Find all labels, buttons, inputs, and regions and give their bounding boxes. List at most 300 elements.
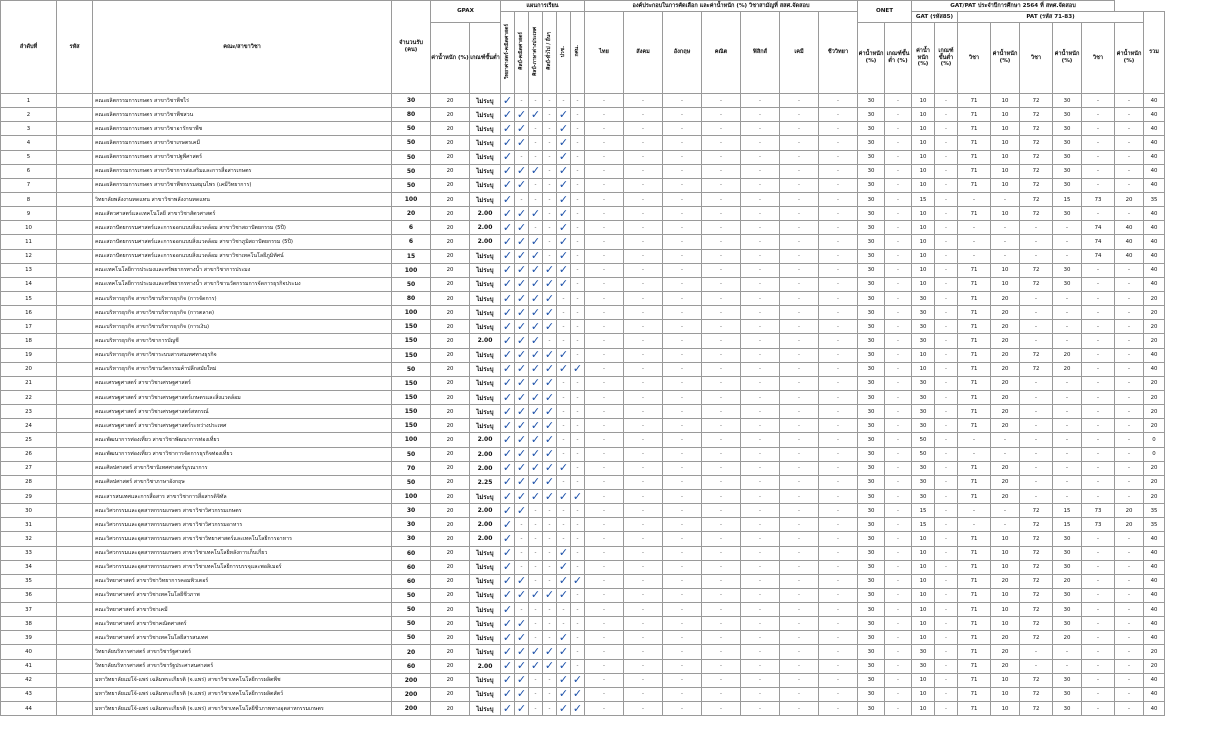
plan-check-icon: ✓ [529,306,543,320]
subject-weight: - [819,659,858,673]
plan-check-icon: ✓ [529,645,543,659]
plan-dash: - [571,645,585,659]
row-gat-weight: 10 [912,207,935,221]
plan-dash: - [571,178,585,192]
row-pat-subject-2: 72 [1020,362,1053,376]
row-gat-weight: 10 [912,108,935,122]
plan-dash: - [543,136,557,150]
row-onet-min: - [885,603,912,617]
plan-dash: - [571,320,585,334]
row-onet-weight: 30 [858,207,885,221]
subject-weight: - [624,362,663,376]
subject-weight: - [702,249,741,263]
subject-weight: - [624,277,663,291]
plan-check-icon: ✓ [515,489,529,503]
row-program-name: คณะพัฒนาการท่องเที่ยว สาขาวิชาพัฒนาการท่องเที่ยว [93,433,392,447]
plan-check-icon: ✓ [543,320,557,334]
plan-check-icon: ✓ [557,235,571,249]
row-onet-min: - [885,617,912,631]
row-pat-subject-1: 71 [958,461,991,475]
plan-dash: - [557,617,571,631]
row-onet-weight: 30 [858,277,885,291]
plan-dash: - [571,631,585,645]
plan-check-icon: ✓ [557,631,571,645]
plan-check-icon: ✓ [529,164,543,178]
subject-weight: - [819,702,858,716]
plan-dash: - [571,588,585,602]
row-onet-weight: 30 [858,348,885,362]
row-number: 1 [1,94,57,108]
row-pat-subject-1: 71 [958,702,991,716]
row-gat-weight: 50 [912,447,935,461]
row-number: 14 [1,277,57,291]
row-program-name: คณะบริหารธุรกิจ สาขาวิชาการบัญชี [93,334,392,348]
plan-check-icon: ✓ [501,376,515,390]
row-gat-weight: 30 [912,334,935,348]
row-pat-subject-3: 73 [1082,192,1115,206]
row-gpax-weight: 20 [431,390,470,404]
plan-check-icon: ✓ [529,588,543,602]
row-onet-min: - [885,249,912,263]
table-row [1,475,1165,489]
row-onet-weight: 30 [858,532,885,546]
plan-dash: - [543,546,557,560]
row-program-name: วิทยาลัยพลังงานทดแทน สาขาวิชาพลังงานทดแทน [93,192,392,206]
plan-check-icon: ✓ [557,645,571,659]
row-onet-weight: 30 [858,320,885,334]
row-gat-weight: 10 [912,546,935,560]
header-gat: GAT (รหัส85) [912,12,958,23]
row-pat-weight-2: - [1053,306,1082,320]
plan-dash: - [529,673,543,687]
table-row [1,603,1165,617]
row-pat-subject-2: 72 [1020,560,1053,574]
row-pat-subject-2: - [1020,306,1053,320]
plan-check-icon: ✓ [571,574,585,588]
row-quota: 50 [392,164,431,178]
row-pat-subject-2: - [1020,447,1053,461]
row-number: 11 [1,235,57,249]
plan-check-icon: ✓ [501,702,515,716]
table-row [1,362,1165,376]
subject-weight: - [585,574,624,588]
plan-check-icon: ✓ [557,362,571,376]
row-pat-weight-1: - [991,235,1020,249]
row-pat-subject-3: 74 [1082,235,1115,249]
table-row [1,631,1165,645]
subject-weight: - [585,546,624,560]
plan-check-icon: ✓ [501,235,515,249]
plan-dash: - [557,94,571,108]
subject-weight: - [663,433,702,447]
subject-weight: - [663,150,702,164]
row-total: 40 [1144,574,1165,588]
row-pat-subject-1: - [958,518,991,532]
plan-check-icon: ✓ [515,221,529,235]
row-program-name: คณะผลิตกรรมการเกษตร สาขาวิชาเกษตรเคมี [93,136,392,150]
row-gpax-weight: 20 [431,447,470,461]
subject-weight: - [702,433,741,447]
row-code [57,532,93,546]
row-total: 40 [1144,588,1165,602]
row-number: 26 [1,447,57,461]
row-pat-subject-1: 71 [958,306,991,320]
row-gpax-min: ไม่ระบุ [470,94,501,108]
row-pat-subject-1: 71 [958,136,991,150]
subject-weight: - [741,659,780,673]
subject-weight: - [702,673,741,687]
subject-weight: - [780,574,819,588]
row-number: 7 [1,178,57,192]
row-pat-subject-3: - [1082,419,1115,433]
header-gat-min: เกณฑ์ขั้นต่ำ (%) [935,23,958,94]
plan-check-icon: ✓ [557,702,571,716]
row-total: 40 [1144,108,1165,122]
subject-weight: - [624,546,663,560]
row-gat-weight: 30 [912,320,935,334]
row-pat-weight-3: - [1115,419,1144,433]
plan-dash: - [571,249,585,263]
row-quota: 50 [392,603,431,617]
row-total: 20 [1144,334,1165,348]
plan-check-icon: ✓ [501,122,515,136]
subject-weight: - [741,320,780,334]
row-pat-subject-3: - [1082,603,1115,617]
subject-weight: - [663,192,702,206]
row-total: 40 [1144,94,1165,108]
row-onet-weight: 30 [858,150,885,164]
plan-check-icon: ✓ [529,108,543,122]
subject-weight: - [585,94,624,108]
subject-weight: - [780,94,819,108]
subject-weight: - [585,631,624,645]
row-gat-min: - [935,489,958,503]
row-onet-min: - [885,150,912,164]
row-pat-weight-2: - [1053,645,1082,659]
plan-dash: - [543,164,557,178]
row-pat-weight-1: 10 [991,546,1020,560]
row-gpax-min: 2.00 [470,221,501,235]
subject-weight: - [585,178,624,192]
plan-check-icon: ✓ [515,362,529,376]
row-gat-min: - [935,687,958,701]
row-onet-weight: 30 [858,249,885,263]
subject-weight: - [741,277,780,291]
header-pat-weight-1: ค่าน้ำหนัก (%) [991,23,1020,94]
plan-check-icon: ✓ [501,461,515,475]
row-pat-subject-3: - [1082,489,1115,503]
row-pat-subject-1: 71 [958,178,991,192]
plan-check-icon: ✓ [515,249,529,263]
row-program-name: คณะผลิตกรรมการเกษตร สาขาวิชาพืชสวน [93,108,392,122]
row-pat-subject-2: 72 [1020,702,1053,716]
row-pat-subject-1: 71 [958,263,991,277]
row-gat-min: - [935,122,958,136]
row-pat-subject-3: 73 [1082,504,1115,518]
row-pat-subject-1: 71 [958,631,991,645]
plan-dash: - [571,447,585,461]
row-quota: 50 [392,475,431,489]
row-gat-weight: 10 [912,235,935,249]
table-body [1,94,1165,716]
subject-weight: - [702,178,741,192]
subject-weight: - [819,263,858,277]
row-gat-min: - [935,263,958,277]
row-quota: 50 [392,277,431,291]
row-gat-min: - [935,447,958,461]
row-pat-weight-2: 30 [1053,673,1082,687]
table-row [1,249,1165,263]
subject-weight: - [780,320,819,334]
row-gat-min: - [935,221,958,235]
row-code [57,603,93,617]
row-pat-subject-1: 71 [958,659,991,673]
subject-weight: - [624,489,663,503]
subject-weight: - [702,122,741,136]
row-number: 34 [1,560,57,574]
subject-weight: - [585,320,624,334]
plan-check-icon: ✓ [501,108,515,122]
row-code [57,122,93,136]
plan-check-icon: ✓ [529,348,543,362]
row-gpax-min: ไม่ระบุ [470,192,501,206]
table-row [1,150,1165,164]
header-plan-artgen: ศิลป์-ทั่วไป / อื่นๆ [543,12,557,94]
table-row [1,235,1165,249]
plan-dash: - [571,334,585,348]
subject-weight: - [702,475,741,489]
subject-weight: - [819,447,858,461]
row-pat-subject-1: 71 [958,588,991,602]
row-pat-weight-3: - [1115,277,1144,291]
row-gat-weight: 10 [912,94,935,108]
row-gat-weight: 30 [912,645,935,659]
row-onet-min: - [885,390,912,404]
row-gat-min: - [935,574,958,588]
row-pat-weight-3: 20 [1115,192,1144,206]
subject-weight: - [624,320,663,334]
plan-check-icon: ✓ [515,405,529,419]
row-gat-weight: 10 [912,702,935,716]
row-quota: 6 [392,221,431,235]
row-program-name: คณะสถาปัตยกรรมศาสตร์และการออกแบบสิ่งแวดล้อม สาขาวิชาสถาปัตยกรรม (5ปี) [93,221,392,235]
subject-weight: - [624,447,663,461]
plan-check-icon: ✓ [557,192,571,206]
row-gpax-min: ไม่ระบุ [470,603,501,617]
subject-weight: - [741,164,780,178]
subject-weight: - [741,447,780,461]
plan-dash: - [571,603,585,617]
row-gat-weight: 15 [912,192,935,206]
plan-check-icon: ✓ [557,178,571,192]
plan-dash: - [571,518,585,532]
row-pat-subject-3: - [1082,94,1115,108]
plan-check-icon: ✓ [501,277,515,291]
row-program-name: คณะวิศวกรรมและอุตสาหกรรมเกษตร สาขาวิชาวิศวกรรมเกษตร [93,504,392,518]
row-pat-weight-2: 30 [1053,588,1082,602]
subject-weight: - [663,164,702,178]
plan-dash: - [571,560,585,574]
table-row [1,376,1165,390]
plan-check-icon: ✓ [501,221,515,235]
subject-weight: - [663,306,702,320]
row-number: 13 [1,263,57,277]
plan-check-icon: ✓ [515,475,529,489]
row-gpax-min: ไม่ระบุ [470,249,501,263]
plan-check-icon: ✓ [515,645,529,659]
row-gat-min: - [935,136,958,150]
row-pat-subject-1: 71 [958,673,991,687]
row-pat-weight-3: - [1115,588,1144,602]
subject-weight: - [741,588,780,602]
subject-weight: - [663,235,702,249]
row-pat-weight-3: - [1115,603,1144,617]
row-pat-weight-2: 30 [1053,263,1082,277]
row-pat-subject-2: 72 [1020,192,1053,206]
row-gpax-min: ไม่ระบุ [470,631,501,645]
row-onet-min: - [885,221,912,235]
table-row [1,192,1165,206]
row-quota: 100 [392,433,431,447]
row-gat-min: - [935,277,958,291]
row-pat-weight-3: - [1115,348,1144,362]
row-pat-weight-2: 15 [1053,518,1082,532]
row-pat-weight-1: 10 [991,150,1020,164]
subject-weight: - [741,419,780,433]
row-code [57,645,93,659]
subject-weight: - [624,631,663,645]
row-pat-weight-3: - [1115,447,1144,461]
row-gpax-min: ไม่ระบุ [470,108,501,122]
row-onet-weight: 30 [858,645,885,659]
row-pat-subject-2: 72 [1020,673,1053,687]
subject-weight: - [819,348,858,362]
subject-weight: - [819,178,858,192]
subject-weight: - [780,546,819,560]
row-gpax-weight: 20 [431,659,470,673]
row-pat-weight-3: - [1115,489,1144,503]
subject-weight: - [663,659,702,673]
row-program-name: คณะวิศวกรรมและอุตสาหกรรมเกษตร สาขาวิชาวิทยาศาสตร์และเทคโนโลยีการอาหาร [93,532,392,546]
subject-weight: - [702,192,741,206]
plan-dash: - [571,504,585,518]
row-quota: 50 [392,362,431,376]
plan-check-icon: ✓ [557,560,571,574]
row-pat-subject-3: - [1082,447,1115,461]
subject-weight: - [702,631,741,645]
plan-check-icon: ✓ [529,249,543,263]
row-pat-weight-1: 20 [991,574,1020,588]
plan-check-icon: ✓ [571,687,585,701]
plan-dash: - [543,603,557,617]
row-pat-weight-1: 20 [991,659,1020,673]
subject-weight: - [624,306,663,320]
subject-weight: - [585,433,624,447]
subject-weight: - [585,461,624,475]
row-pat-weight-2: 30 [1053,207,1082,221]
row-gat-min: - [935,504,958,518]
table-row [1,94,1165,108]
plan-check-icon: ✓ [501,588,515,602]
plan-dash: - [515,546,529,560]
row-total: 40 [1144,164,1165,178]
row-pat-weight-3: - [1115,659,1144,673]
plan-dash: - [529,631,543,645]
subject-weight: - [624,645,663,659]
row-program-name: คณะเศรษฐศาสตร์ สาขาวิชาเศรษฐศาสตร์สหกรณ์ [93,405,392,419]
plan-check-icon: ✓ [543,348,557,362]
subject-weight: - [702,603,741,617]
plan-check-icon: ✓ [529,263,543,277]
row-quota: 30 [392,94,431,108]
subject-weight: - [780,362,819,376]
plan-dash: - [515,518,529,532]
subject-weight: - [741,673,780,687]
row-gpax-min: ไม่ระบุ [470,178,501,192]
subject-weight: - [780,277,819,291]
plan-dash: - [557,603,571,617]
header-plan: แผนการเรียน [501,1,585,12]
row-pat-subject-2: 72 [1020,687,1053,701]
plan-dash: - [571,164,585,178]
plan-dash: - [543,617,557,631]
subject-weight: - [663,390,702,404]
plan-dash: - [571,461,585,475]
row-onet-min: - [885,263,912,277]
row-quota: 60 [392,546,431,560]
subject-weight: - [741,687,780,701]
subject-weight: - [780,150,819,164]
row-pat-subject-2: 72 [1020,164,1053,178]
row-program-name: คณะผลิตกรรมการเกษตร สาขาวิชาการส่งเสริมและการสื่อสารเกษตร [93,164,392,178]
plan-dash: - [543,574,557,588]
plan-check-icon: ✓ [529,475,543,489]
row-pat-subject-1: 71 [958,320,991,334]
row-gat-min: - [935,164,958,178]
row-gpax-min: ไม่ระบุ [470,150,501,164]
table-row [1,659,1165,673]
row-pat-weight-3: - [1115,207,1144,221]
row-quota: 60 [392,560,431,574]
row-quota: 50 [392,617,431,631]
row-gpax-weight: 20 [431,489,470,503]
row-gpax-min: 2.00 [470,207,501,221]
plan-check-icon: ✓ [501,320,515,334]
row-pat-weight-1: 10 [991,603,1020,617]
subject-weight: - [819,574,858,588]
row-total: 20 [1144,320,1165,334]
plan-check-icon: ✓ [515,291,529,305]
plan-dash: - [571,617,585,631]
row-pat-weight-2: - [1053,659,1082,673]
row-code [57,560,93,574]
subject-weight: - [663,504,702,518]
row-gpax-min: ไม่ระบุ [470,588,501,602]
plan-check-icon: ✓ [529,334,543,348]
row-gpax-weight: 20 [431,320,470,334]
plan-check-icon: ✓ [529,419,543,433]
row-number: 15 [1,291,57,305]
row-total: 40 [1144,617,1165,631]
row-onet-weight: 30 [858,702,885,716]
subject-weight: - [585,447,624,461]
row-total: 40 [1144,532,1165,546]
row-pat-subject-1: 71 [958,334,991,348]
row-pat-weight-3: - [1115,164,1144,178]
row-pat-weight-3: - [1115,631,1144,645]
row-code [57,631,93,645]
row-program-name: คณะสถาปัตยกรรมศาสตร์และการออกแบบสิ่งแวดล้อม สาขาวิชาเทคโนโลยีภูมิทัศน์ [93,249,392,263]
